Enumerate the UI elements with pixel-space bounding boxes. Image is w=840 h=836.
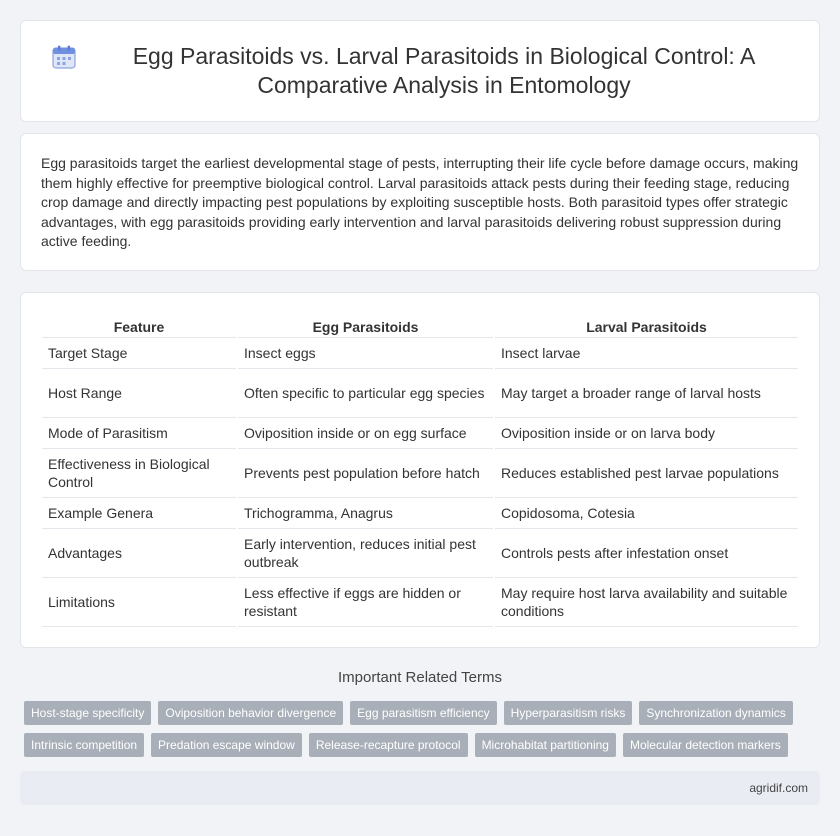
table-cell: Mode of Parasitism: [42, 417, 237, 448]
related-term-tag[interactable]: Egg parasitism efficiency: [350, 701, 497, 725]
table-cell: Reduces established pest larvae populations: [494, 448, 798, 497]
table-cell: Target Stage: [42, 337, 237, 368]
table-cell: Effectiveness in Biological Control: [42, 448, 237, 497]
related-term-tag[interactable]: Predation escape window: [151, 733, 302, 757]
related-term-tag[interactable]: Synchronization dynamics: [639, 701, 792, 725]
table-cell: Prevents pest population before hatch: [237, 448, 494, 497]
table-cell: Trichogramma, Anagrus: [237, 497, 494, 528]
table-cell: Host Range: [42, 368, 237, 417]
table-row: [42, 528, 798, 577]
title-card: [20, 20, 820, 122]
table-cell: Oviposition inside or on egg surface: [237, 417, 494, 448]
table-cell: Insect eggs: [237, 337, 494, 368]
table-cell: Copidosoma, Cotesia: [494, 497, 798, 528]
related-term-tag[interactable]: Hyperparasitism risks: [504, 701, 633, 725]
table-cell: Limitations: [42, 577, 237, 626]
table-cell: Early intervention, reduces initial pest outbreak: [237, 528, 494, 577]
related-term-tag[interactable]: Oviposition behavior divergence: [158, 701, 343, 725]
table-header-row: [42, 315, 798, 337]
table-cell: May require host larva availability and suitable conditions: [494, 577, 798, 626]
table-cell: May target a broader range of larval hosts: [494, 368, 798, 417]
table-row: [42, 337, 798, 368]
header-egg-parasitoids: Egg Parasitoids: [237, 315, 494, 337]
calendar-icon: [51, 44, 77, 70]
table-cell: Often specific to particular egg species: [237, 368, 494, 417]
footer: [20, 771, 820, 805]
related-term-tag[interactable]: Molecular detection markers: [623, 733, 788, 757]
table-row: [42, 417, 798, 448]
table-cell: Controls pests after infestation onset: [494, 528, 798, 577]
related-terms-list: [24, 701, 824, 765]
related-term-tag[interactable]: Release-recapture protocol: [309, 733, 468, 757]
table-row: [42, 448, 798, 497]
related-terms-title: Important Related Terms: [338, 669, 502, 686]
comparison-card: [20, 292, 820, 648]
header-feature: Feature: [42, 315, 237, 337]
comparison-table: [42, 315, 798, 627]
footer-site-link[interactable]: agridif.com: [749, 781, 808, 795]
related-term-tag[interactable]: Intrinsic competition: [24, 733, 144, 757]
table-row: [42, 577, 798, 626]
header-larval-parasitoids: Larval Parasitoids: [494, 315, 798, 337]
intro-card: [20, 133, 820, 271]
table-cell: Example Genera: [42, 497, 237, 528]
table-cell: Insect larvae: [494, 337, 798, 368]
table-row: [42, 368, 798, 417]
table-cell: Less effective if eggs are hidden or resistant: [237, 577, 494, 626]
table-cell: Advantages: [42, 528, 237, 577]
related-term-tag[interactable]: Microhabitat partitioning: [475, 733, 616, 757]
table-cell: Oviposition inside or on larva body: [494, 417, 798, 448]
intro-paragraph: Egg parasitoids target the earliest developmental stage of pests, interrupting their life cycle before damage occurs, making them highly effective for preemptive biological control. Larval parasitoids attack pests during their feeding stage, reducing crop damage and directly impacting pest populations by exploiting susceptible hosts. Both parasitoid types offer strategic advantages, with egg parasitoids providing early intervention and larval parasitoids delivering robust suppression during active feeding.: [41, 155, 799, 250]
table-row: [42, 497, 798, 528]
page-title: Egg Parasitoids vs. Larval Parasitoids in Biological Control: A Comparative Analysis in Entomology: [132, 43, 756, 98]
related-term-tag[interactable]: Host-stage specificity: [24, 701, 151, 725]
